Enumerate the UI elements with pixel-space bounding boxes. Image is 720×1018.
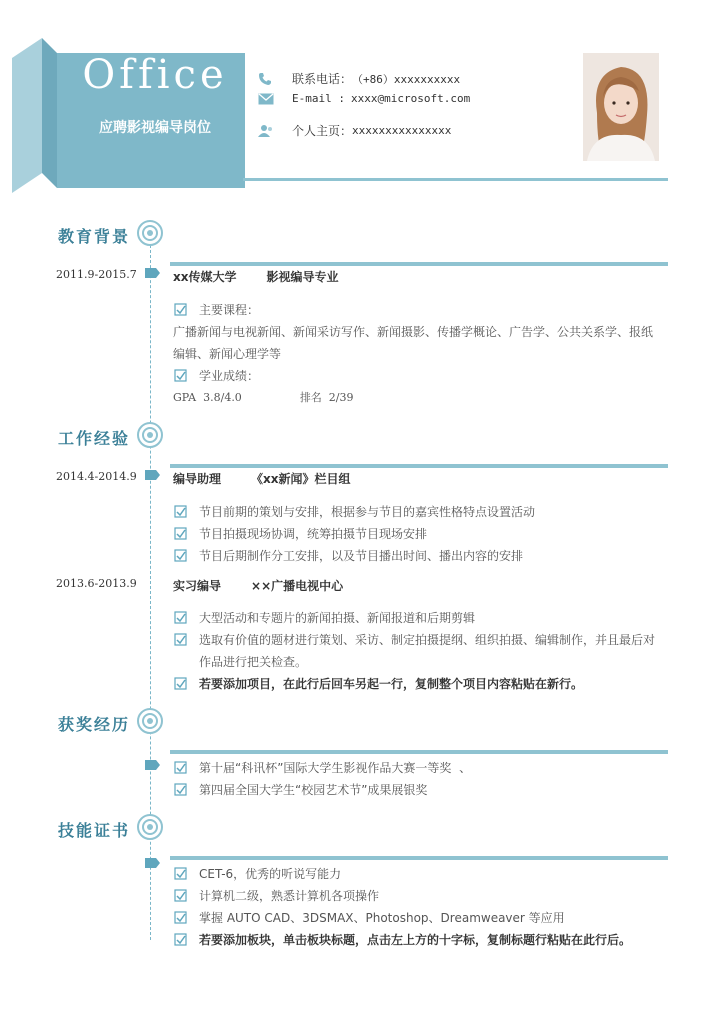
job2-role: 实习编导	[173, 579, 222, 593]
list-item: 若要添加板块，单击板块标题，点击左上方的十字标，复制标题行粘贴在此行后。	[173, 929, 631, 951]
list-item: 节目拍摄现场协调，统筹拍摄节目现场安排	[173, 523, 427, 545]
checkbox-icon	[173, 548, 189, 564]
email-value[interactable]: xxxx@microsoft.com	[350, 92, 471, 105]
phone-value: （+86）xxxxxxxxxx	[352, 72, 461, 86]
homepage-label: 个人主页：	[292, 124, 353, 138]
courses-line: 广播新闻与电视新闻、新闻采访写作、新闻摄影、传播学概论、广告学、公共关系学、报纸	[173, 325, 654, 339]
list-item: 若要添加项目，在此行后回车另起一行，复制整个项目内容粘贴在新行。	[173, 673, 583, 695]
timeline-marker	[145, 268, 160, 278]
phone-label: 联系电话：	[292, 72, 353, 86]
list-item: 节目后期制作分工安排，以及节目播出时间、播出内容的安排	[173, 545, 523, 567]
list-item: 学业成绩：	[173, 365, 259, 387]
education-date: 2011.9-2015.7	[56, 268, 137, 281]
section-bar	[170, 262, 668, 266]
timeline-marker	[145, 470, 160, 480]
section-title-skills: 技能证书	[58, 821, 131, 840]
list-item: 计算机二级，熟悉计算机各项操作	[173, 885, 379, 907]
checkbox-icon	[173, 368, 189, 384]
timeline-marker	[145, 760, 160, 770]
list-item: 大型活动和专题片的新闻拍摄、新闻报道和后期剪辑	[173, 607, 475, 629]
email-row	[258, 92, 470, 105]
education-heading	[173, 268, 369, 285]
school-name: xx传媒大学	[173, 270, 237, 284]
position-title: 应聘影视编导岗位	[99, 120, 211, 136]
checkbox-icon	[173, 610, 189, 626]
checkbox-icon	[173, 504, 189, 520]
homepage-value[interactable]: xxxxxxxxxxxxxxx	[352, 124, 452, 137]
list-item-continuation: 作品进行把关检查。	[199, 655, 308, 669]
job1-heading	[173, 470, 381, 487]
profile-photo	[583, 53, 659, 161]
resume-title: Office	[82, 52, 228, 98]
people-icon	[258, 124, 280, 138]
job2-org: ××广播电视中心	[251, 579, 344, 593]
major-name: 影视编导专业	[266, 270, 339, 284]
checkbox-icon	[173, 888, 189, 904]
section-bar	[170, 464, 668, 468]
checkbox-icon	[173, 932, 189, 948]
list-item: 第十届“科讯杯”国际大学生影视作品大赛一等奖 、	[173, 757, 471, 779]
section-title-work: 工作经验	[58, 429, 131, 448]
checkbox-icon	[173, 760, 189, 776]
list-item: 选取有价值的题材进行策划、采访、制定拍摄提纲、组织拍摄、编辑制作，并且最后对	[173, 629, 655, 651]
mail-icon	[258, 93, 280, 105]
job2-heading	[173, 577, 373, 594]
header-divider	[243, 178, 668, 181]
list-item: 掌握 AUTO CAD、3DSMAX、Photoshop、Dreamweaver 等应用	[173, 907, 565, 929]
checkbox-icon	[173, 866, 189, 882]
section-bar	[170, 750, 668, 754]
list-item: 第四届全国大学生“校园艺术节”成果展银奖	[173, 779, 427, 801]
list-item: 节目前期的策划与安排，根据参与节目的嘉宾性格特点设置活动	[173, 501, 535, 523]
list-item: CET-6，优秀的听说写能力	[173, 863, 341, 885]
section-bar	[170, 856, 668, 860]
grades-line	[173, 387, 663, 409]
phone-row	[258, 70, 460, 87]
checkbox-icon	[173, 910, 189, 926]
section-title-education: 教育背景	[58, 227, 131, 246]
job1-role: 编导助理	[173, 472, 222, 486]
timeline-marker	[145, 858, 160, 868]
checkbox-icon	[173, 676, 189, 692]
phone-icon	[258, 72, 280, 86]
checkbox-icon	[173, 782, 189, 798]
job2-date: 2013.6-2013.9	[56, 577, 137, 590]
section-circle-icon	[137, 708, 163, 734]
gpa-value: GPA 3.8/4.0	[173, 391, 242, 404]
list-item: 主要课程：	[173, 299, 259, 321]
section-title-awards: 获奖经历	[58, 715, 131, 734]
job1-date: 2014.4-2014.9	[56, 470, 137, 483]
section-circle-icon	[137, 814, 163, 840]
section-circle-icon	[137, 220, 163, 246]
rank-value: 排名 2/39	[299, 391, 354, 404]
checkbox-icon	[173, 526, 189, 542]
job1-org: 《xx新闻》栏目组	[251, 472, 351, 486]
email-label: E-mail :	[292, 92, 345, 105]
section-circle-icon	[137, 422, 163, 448]
checkbox-icon	[173, 302, 189, 318]
checkbox-icon	[173, 632, 189, 648]
courses-line: 编辑、新闻心理学等	[173, 347, 282, 361]
homepage-row	[258, 122, 451, 139]
